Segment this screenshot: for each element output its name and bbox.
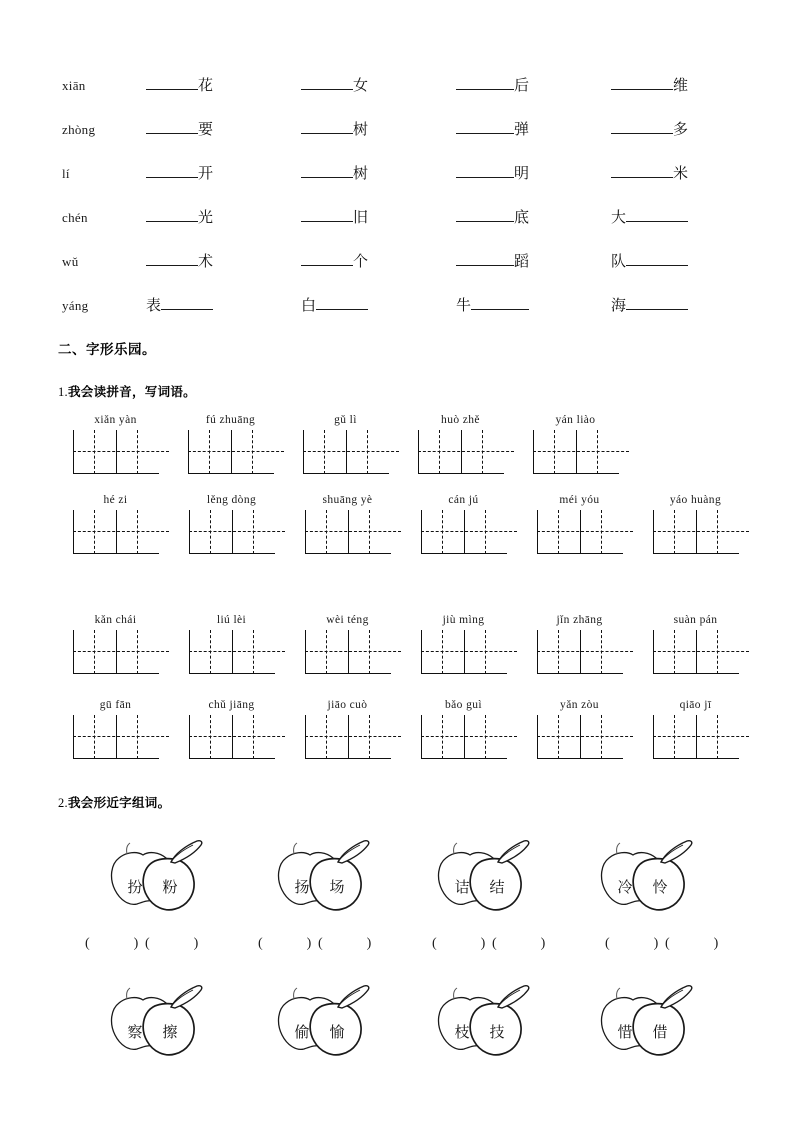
- answer-blank[interactable]: [301, 120, 353, 134]
- pinyin-row-label: xiān: [62, 78, 86, 93]
- pinyin-row: [62, 120, 722, 164]
- grid-pinyin-label: jiù mìng: [442, 614, 485, 626]
- paren-right: ): [306, 936, 312, 951]
- fill-item-char: 个: [353, 252, 369, 270]
- grid-pinyin-label: wèi téng: [326, 614, 369, 626]
- writing-grid-cell[interactable]: [294, 612, 401, 692]
- paren-right: ): [653, 936, 659, 951]
- apple-left-char: 枝: [454, 1023, 470, 1041]
- apple-right-char: 愉: [329, 1023, 345, 1041]
- fill-item: [434, 76, 589, 93]
- apple-left-char: 扮: [127, 878, 143, 896]
- tian-zi-ge[interactable]: [189, 715, 275, 759]
- writing-grid-row-3: [62, 612, 762, 692]
- answer-blank[interactable]: [146, 76, 198, 90]
- answer-blank[interactable]: [146, 120, 198, 134]
- tian-zi-ge[interactable]: [303, 430, 389, 474]
- paren-left: (: [665, 936, 670, 951]
- fill-item: [589, 252, 744, 269]
- answer-paren[interactable]: [258, 936, 318, 952]
- grid-pinyin-label: yáo huàng: [669, 494, 722, 506]
- answer-blank[interactable]: [456, 164, 514, 178]
- writing-grid-cell[interactable]: [526, 612, 633, 692]
- apple-pair-graphic: [272, 977, 392, 1069]
- apple-pair-row-2: [0, 977, 793, 1073]
- fill-item: [124, 120, 279, 137]
- apple-pair-graphic: [432, 977, 552, 1069]
- apple-left-char: 察: [127, 1023, 143, 1041]
- tian-zi-ge[interactable]: [537, 630, 623, 674]
- fill-item-char: 队: [611, 252, 627, 270]
- answer-blank[interactable]: [316, 296, 368, 310]
- apple-pair-graphic: [432, 832, 552, 924]
- grid-pinyin-label: gǔ lì: [334, 414, 357, 426]
- writing-grid-cell[interactable]: [294, 492, 401, 572]
- apple-pair: [272, 832, 392, 924]
- fill-item-char: 花: [198, 76, 214, 94]
- grid-pinyin-label: bǎo guì: [445, 699, 482, 711]
- apple-pair-graphic: [272, 832, 392, 924]
- fill-item: [589, 120, 744, 137]
- tian-zi-ge[interactable]: [533, 430, 619, 474]
- paren-left: (: [145, 936, 150, 951]
- fill-item-char: 大: [611, 208, 627, 226]
- fill-item: [589, 164, 744, 181]
- fill-item-char: 海: [611, 296, 627, 314]
- tian-zi-ge[interactable]: [305, 510, 391, 554]
- task-two-title: 我会形近字组词。: [67, 795, 171, 810]
- fill-item-char: 白: [301, 296, 317, 314]
- answer-paren[interactable]: [492, 936, 552, 952]
- paren-right: ): [713, 936, 719, 951]
- fill-item: [434, 208, 589, 225]
- writing-grid-cell[interactable]: [407, 412, 514, 492]
- answer-blank[interactable]: [146, 208, 198, 222]
- fill-item-char: 多: [673, 120, 689, 138]
- fill-item-char: 表: [146, 296, 162, 314]
- answer-paren[interactable]: [145, 936, 205, 952]
- paren-right: ): [193, 936, 199, 951]
- task-two-number: 2.: [58, 796, 68, 810]
- apple-right-char: 怜: [652, 878, 668, 896]
- apple-right-char: 结: [489, 878, 505, 896]
- task-one-number: 1.: [58, 385, 68, 399]
- tian-zi-ge[interactable]: [305, 715, 391, 759]
- fill-item-char: 维: [673, 76, 689, 94]
- tian-zi-ge[interactable]: [653, 715, 739, 759]
- fill-item: [434, 252, 589, 269]
- grid-pinyin-label: méi yóu: [559, 494, 600, 506]
- pinyin-row: [62, 296, 722, 340]
- fill-item: [279, 208, 434, 225]
- tian-zi-ge[interactable]: [73, 430, 159, 474]
- answer-blank[interactable]: [626, 252, 688, 266]
- writing-grid-cell[interactable]: [178, 612, 285, 692]
- paren-group: [605, 936, 725, 952]
- tian-zi-ge[interactable]: [305, 630, 391, 674]
- writing-grid-cell[interactable]: [526, 492, 633, 572]
- answer-paren[interactable]: [432, 936, 492, 952]
- tian-zi-ge[interactable]: [653, 510, 739, 554]
- grid-pinyin-label: qiāo jī: [679, 699, 712, 711]
- apple-pair-graphic: [595, 977, 715, 1069]
- answer-blank[interactable]: [611, 76, 673, 90]
- writing-grid-cell[interactable]: [410, 492, 517, 572]
- apple-right-char: 场: [329, 878, 345, 896]
- fill-item: [124, 164, 279, 181]
- writing-grid-cell[interactable]: [642, 697, 749, 777]
- answer-paren[interactable]: [85, 936, 145, 952]
- answer-blank[interactable]: [301, 164, 353, 178]
- tian-zi-ge[interactable]: [537, 715, 623, 759]
- fill-item: [124, 208, 279, 225]
- answer-paren[interactable]: [318, 936, 378, 952]
- pinyin-row-label: chén: [62, 210, 88, 225]
- answer-blank[interactable]: [146, 252, 198, 266]
- pinyin-row-label: wǔ: [62, 254, 79, 269]
- pinyin-row-label: zhòng: [62, 122, 96, 137]
- apple-pair: [105, 977, 225, 1069]
- apple-left-char: 惜: [617, 1023, 633, 1041]
- tian-zi-ge[interactable]: [653, 630, 739, 674]
- pinyin-row-label: yáng: [62, 298, 89, 313]
- fill-item-char: 要: [198, 120, 214, 138]
- answer-blank[interactable]: [301, 252, 353, 266]
- pinyin-row: [62, 76, 722, 120]
- writing-grid-cell[interactable]: [178, 697, 285, 777]
- paren-right: ): [540, 936, 546, 951]
- tian-zi-ge[interactable]: [188, 430, 274, 474]
- task-one-title: 我会读拼音，写词语。: [67, 384, 196, 399]
- writing-grid-row-4: [62, 697, 762, 777]
- paren-left: (: [258, 936, 263, 951]
- apple-left-char: 诘: [454, 878, 470, 896]
- fill-item: [124, 76, 279, 93]
- apple-pair: [105, 832, 225, 924]
- pinyin-row: [62, 208, 722, 252]
- writing-grid-cell[interactable]: [62, 612, 169, 692]
- apple-pair: [432, 832, 552, 924]
- answer-paren[interactable]: [665, 936, 725, 952]
- fill-item-char: 底: [514, 208, 530, 226]
- apple-right-char: 粉: [162, 878, 178, 896]
- grid-pinyin-label: fú zhuāng: [205, 414, 256, 426]
- grid-pinyin-label: chǔ jiāng: [208, 699, 255, 711]
- fill-item: [434, 164, 589, 181]
- apple-pair-graphic: [105, 832, 225, 924]
- fill-item-char: 开: [198, 164, 214, 182]
- apple-pair-graphic: [105, 977, 225, 1069]
- tian-zi-ge[interactable]: [189, 510, 275, 554]
- fill-item: [589, 296, 744, 313]
- paren-left: (: [432, 936, 437, 951]
- paren-right: ): [133, 936, 139, 951]
- answer-blank[interactable]: [626, 296, 688, 310]
- section-two-heading: 二、字形乐园。: [58, 342, 156, 358]
- tian-zi-ge[interactable]: [421, 630, 507, 674]
- fill-item-char: 树: [353, 120, 369, 138]
- fill-item-char: 光: [198, 208, 214, 226]
- fill-item: [434, 120, 589, 137]
- paren-left: (: [492, 936, 497, 951]
- writing-grid-cell[interactable]: [642, 612, 749, 692]
- apple-left-char: 冷: [617, 878, 633, 896]
- paren-right: ): [366, 936, 372, 951]
- writing-grid-cell[interactable]: [526, 697, 633, 777]
- fill-item: [589, 208, 744, 225]
- paren-left: (: [318, 936, 323, 951]
- apple-right-char: 技: [489, 1023, 505, 1041]
- answer-blank[interactable]: [161, 296, 213, 310]
- writing-grid-cell[interactable]: [410, 612, 517, 692]
- pinyin-row: [62, 164, 722, 208]
- grid-pinyin-label: suàn pán: [673, 614, 718, 626]
- answer-blank[interactable]: [146, 164, 198, 178]
- fill-item-char: 树: [353, 164, 369, 182]
- paren-group: [258, 936, 378, 952]
- tian-zi-ge[interactable]: [421, 715, 507, 759]
- pinyin-fill-section: [62, 76, 722, 340]
- writing-grid-cell[interactable]: [177, 412, 284, 492]
- apple-pair-graphic: [595, 832, 715, 924]
- paren-group: [85, 936, 205, 952]
- writing-grid-cell[interactable]: [292, 412, 399, 492]
- answer-blank[interactable]: [626, 208, 688, 222]
- grid-pinyin-label: jiāo cuò: [327, 699, 368, 711]
- task-two-heading: [58, 793, 170, 811]
- tian-zi-ge[interactable]: [73, 510, 159, 554]
- fill-item-char: 弹: [514, 120, 530, 138]
- apple-pair: [432, 977, 552, 1069]
- answer-blank[interactable]: [301, 76, 353, 90]
- fill-item-char: 蹈: [514, 252, 530, 270]
- writing-grid-row-2: [62, 492, 762, 572]
- apple-right-char: 擦: [162, 1023, 178, 1041]
- fill-item-char: 旧: [353, 208, 369, 226]
- fill-item-char: 后: [514, 76, 530, 94]
- apple-right-char: 借: [652, 1023, 668, 1041]
- grid-pinyin-label: hé zi: [103, 494, 128, 506]
- tian-zi-ge[interactable]: [421, 510, 507, 554]
- paren-group: [432, 936, 552, 952]
- tian-zi-ge[interactable]: [73, 630, 159, 674]
- fill-item: [589, 76, 744, 93]
- answer-blank[interactable]: [456, 76, 514, 90]
- writing-grid-cell[interactable]: [410, 697, 517, 777]
- fill-item-char: 牛: [456, 296, 472, 314]
- writing-grid-cell[interactable]: [178, 492, 285, 572]
- task-one-heading: [58, 382, 196, 400]
- tian-zi-ge[interactable]: [189, 630, 275, 674]
- grid-pinyin-label: xiǎn yàn: [94, 414, 137, 426]
- writing-grid-cell[interactable]: [522, 412, 629, 492]
- apple-left-char: 扬: [294, 878, 310, 896]
- apple-pair: [595, 977, 715, 1069]
- apple-pair-row-1: [0, 832, 793, 928]
- fill-item-char: 米: [673, 164, 689, 182]
- writing-grid-cell[interactable]: [62, 412, 169, 492]
- fill-item: [279, 296, 434, 313]
- grid-pinyin-label: huò zhě: [441, 414, 480, 426]
- answer-blank[interactable]: [456, 208, 514, 222]
- pinyin-row: [62, 252, 722, 296]
- answer-blank[interactable]: [456, 252, 514, 266]
- answer-blank[interactable]: [456, 120, 514, 134]
- tian-zi-ge[interactable]: [418, 430, 504, 474]
- fill-item: [279, 164, 434, 181]
- paren-left: (: [85, 936, 90, 951]
- writing-grid-cell[interactable]: [294, 697, 401, 777]
- writing-grid-cell[interactable]: [642, 492, 749, 572]
- grid-pinyin-label: shuāng yè: [322, 494, 373, 506]
- grid-pinyin-label: kǎn chái: [94, 614, 137, 626]
- grid-pinyin-label: yán liào: [555, 414, 596, 426]
- fill-item: [124, 296, 279, 313]
- fill-item: [279, 120, 434, 137]
- apple-pair: [595, 832, 715, 924]
- writing-grid-row-1: [62, 412, 762, 492]
- pinyin-row-label: lí: [62, 166, 70, 181]
- fill-item-char: 女: [353, 76, 369, 94]
- answer-blank[interactable]: [301, 208, 353, 222]
- grid-pinyin-label: jǐn zhāng: [556, 614, 603, 626]
- answer-blank[interactable]: [471, 296, 529, 310]
- tian-zi-ge[interactable]: [73, 715, 159, 759]
- fill-item-char: 明: [514, 164, 530, 182]
- apple-pair: [272, 977, 392, 1069]
- grid-pinyin-label: yǎn zòu: [560, 699, 599, 711]
- fill-item: [279, 252, 434, 269]
- answer-blank[interactable]: [611, 164, 673, 178]
- grid-pinyin-label: gū fān: [99, 699, 132, 711]
- fill-item-char: 术: [198, 252, 214, 270]
- paren-right: ): [480, 936, 486, 951]
- writing-grid-cell[interactable]: [62, 697, 169, 777]
- grid-pinyin-label: cán jú: [448, 494, 479, 506]
- fill-item: [279, 76, 434, 93]
- grid-pinyin-label: liú lèi: [216, 614, 247, 626]
- answer-paren[interactable]: [605, 936, 665, 952]
- fill-item: [124, 252, 279, 269]
- tian-zi-ge[interactable]: [537, 510, 623, 554]
- fill-item: [434, 296, 589, 313]
- writing-grid-cell[interactable]: [62, 492, 169, 572]
- answer-blank[interactable]: [611, 120, 673, 134]
- paren-left: (: [605, 936, 610, 951]
- grid-pinyin-label: lěng dòng: [206, 494, 257, 506]
- apple-left-char: 偷: [294, 1023, 310, 1041]
